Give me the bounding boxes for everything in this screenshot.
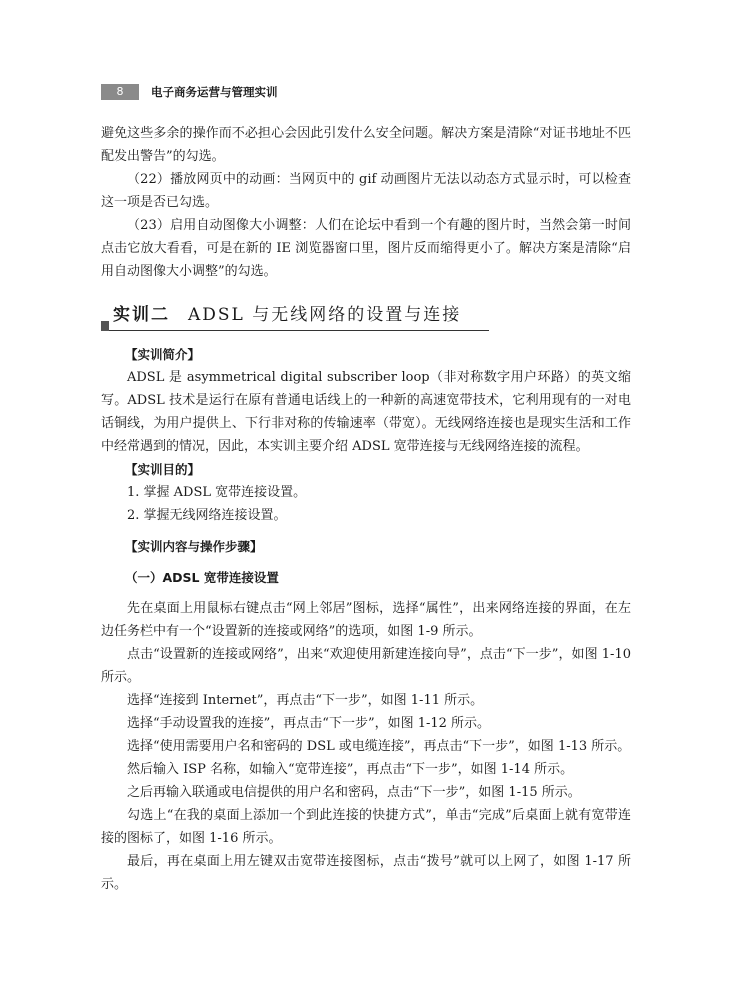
paragraph-continued: 避免这些多余的操作而不必担心会因此引发什么安全问题。解决方案是清除“对证书地址不匹配发出警告”的勾选。 (101, 126, 631, 164)
step-paragraph: 之后再输入联通或电信提供的用户名和密码，点击“下一步”，如图 1-15 所示。 (127, 785, 581, 800)
section-name: ADSL 与无线网络的设置与连接 (188, 305, 462, 325)
step-paragraph: 先在桌面上用鼠标右键点击“网上邻居”图标，选择“属性”，出来网络连接的界面，在左边任务栏中有一个“设置新的连接或网络”的选项，如图 1-9 所示。 (101, 601, 631, 639)
purpose-item: 1. 掌握 ADSL 宽带连接设置。 (127, 485, 307, 500)
step-paragraph: 点击“设置新的连接或网络”，出来“欢迎使用新建连接向导”，点击“下一步”，如图 1-10 所示。 (101, 647, 631, 685)
step-paragraph: 选择“使用需要用户名和密码的 DSL 或电缆连接”，再点击“下一步”，如图 1-13 所示。 (127, 739, 631, 754)
page-body (101, 122, 631, 896)
section-number: 实训二 (113, 305, 170, 325)
step-paragraph: 最后，再在桌面上用左键双击宽带连接图标，点击“拨号”就可以上网了，如图 1-17 所示。 (101, 854, 631, 892)
step-paragraph: 选择“连接到 Internet”，再点击“下一步”，如图 1-11 所示。 (127, 693, 484, 708)
section-marker-square (101, 321, 109, 331)
intro-paragraph: ADSL 是 asymmetrical digital subscriber loop（非对称数字用户环路）的英文缩写。ADSL 技术是运行在原有普通电话线上的一种新的高速宽带技术，它利用现有的一对电话铜线，为用户提供上、下行非对称的传输速率（带宽）。无线网络连接也是现实生活和工作中经常遇到的情况，因此，本实训主要介绍 ADSL 宽带连接与无线网络连接的流程。 (101, 370, 631, 454)
purpose-item: 2. 掌握无线网络连接设置。 (127, 508, 287, 523)
paragraph-item-22: （22）播放网页中的动画：当网页中的 gif 动画图片无法以动态方式显示时，可以检查这一项是否已勾选。 (101, 172, 631, 210)
step-paragraph: 然后输入 ISP 名称，如输入“宽带连接”，再点击“下一步”，如图 1-14 所示。 (127, 762, 574, 777)
step-paragraph: 选择“手动设置我的连接”，再点击“下一步”，如图 1-12 所示。 (127, 716, 491, 731)
steps-subheading: （一）ADSL 宽带连接设置 (125, 570, 279, 585)
running-header-title: 电子商务运营与管理实训 (151, 85, 278, 99)
steps-heading: 【实训内容与操作步骤】 (125, 539, 263, 554)
paragraph-item-23: （23）启用自动图像大小调整：人们在论坛中看到一个有趣的图片时，当然会第一时间点击它放大看看，可是在新的 IE 浏览器窗口里，图片反而缩得更小了。解决方案是清除“启用自动图像大小调整”的勾选。 (101, 218, 631, 279)
section-heading (101, 296, 489, 331)
purpose-heading: 【实训目的】 (125, 462, 201, 477)
page-number: 8 (101, 84, 139, 100)
step-paragraph: 勾选上“在我的桌面上添加一个到此连接的快捷方式”，单击“完成”后桌面上就有宽带连接的图标了，如图 1-16 所示。 (101, 808, 631, 846)
section-title (113, 300, 461, 325)
intro-heading: 【实训简介】 (125, 347, 201, 362)
page-header (101, 84, 631, 102)
